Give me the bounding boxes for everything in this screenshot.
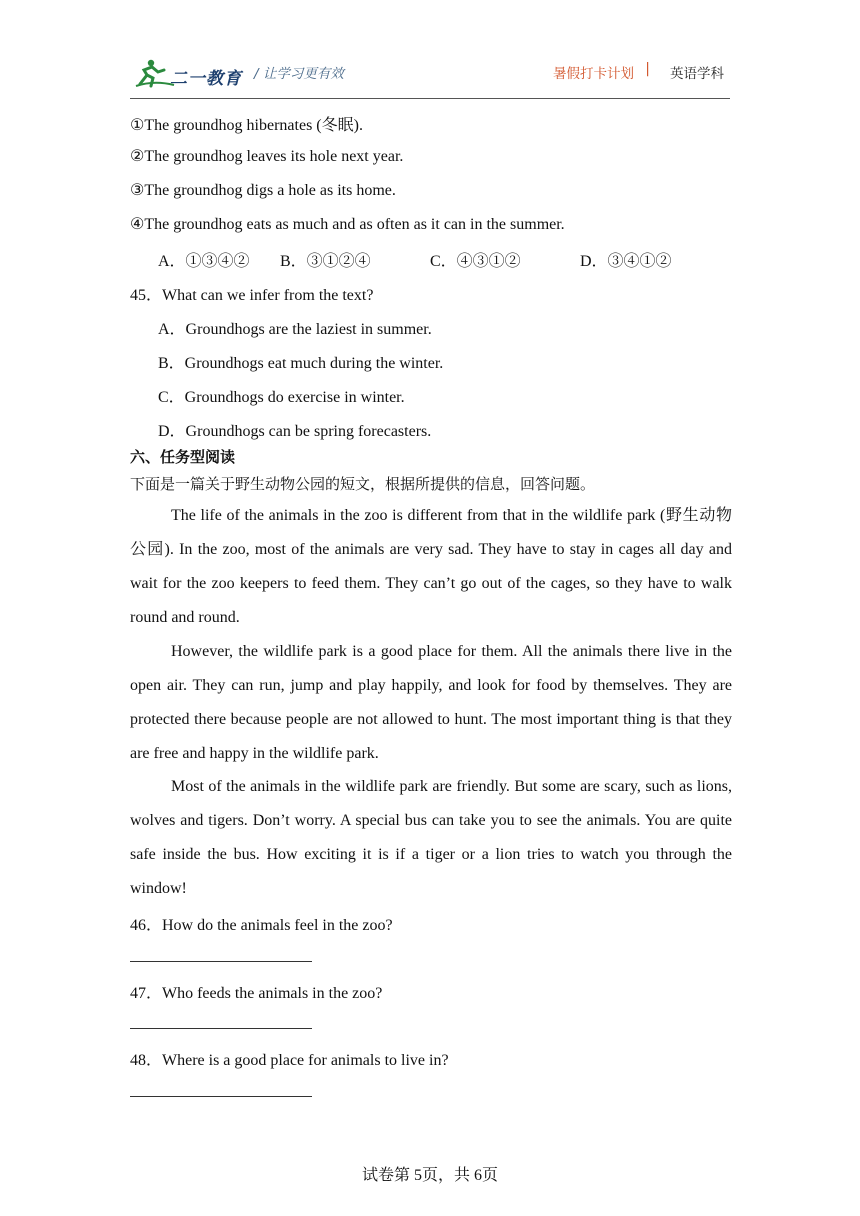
q45-option-d[interactable]: D．Groundhogs can be spring forecasters. — [158, 423, 432, 440]
q44-item-1: ①The groundhog hibernates (冬眠). — [130, 117, 363, 134]
answer-line-47[interactable] — [130, 1028, 312, 1029]
passage-paragraph-2: However, the wildlife park is a good place for them. All the animals there live in the open air. They can run, jump and play happily, and look for food by themselves. They are protected there because people are not allowed to hunt. The most important thing is that they are free and happy in the wildlife park. — [130, 643, 732, 762]
q45-option-b[interactable]: B．Groundhogs eat much during the winter. — [158, 355, 444, 372]
header-plan: 暑假打卡计划 — [553, 66, 634, 82]
q44-option-b[interactable]: B．③①②④ — [280, 253, 371, 270]
answer-line-48[interactable] — [130, 1096, 312, 1097]
q44-option-c[interactable]: C．④③①② — [430, 253, 521, 270]
q44-option-d[interactable]: D．③④①② — [580, 253, 672, 270]
section-title: 六、任务型阅读 — [130, 448, 236, 466]
q45-stem: 45．What can we infer from the text? — [130, 287, 374, 304]
page-header — [130, 52, 730, 99]
answer-line-46[interactable] — [130, 961, 312, 962]
q45-option-c[interactable]: C．Groundhogs do exercise in winter. — [158, 389, 405, 406]
header-slogan: / 让学习更有效 — [254, 66, 344, 82]
passage-paragraph-1: The life of the animals in the zoo is different from that in the wildlife park (野生动物公园). In the zoo, most of the animals are very sad. They have to stay in cages all day and wait for the zoo keepers to feed them. They can’t go out of the cages, so they have to walk round and round. — [130, 507, 732, 626]
question-46: 46．How do the animals feel in the zoo? — [130, 917, 393, 934]
passage-paragraph-3: Most of the animals in the wildlife park are friendly. But some are scary, such as lions, wolves and tigers. Don’t worry. A special bus can take you to see the animals. You are quite safe inside the bus. How exciting it is if a tiger or a lion tries to watch you through the window! — [130, 778, 732, 897]
q44-item-3: ③The groundhog digs a hole as its home. — [130, 182, 396, 199]
header-subject: 英语学科 — [670, 66, 724, 82]
question-47: 47．Who feeds the animals in the zoo? — [130, 985, 383, 1002]
q44-item-2: ②The groundhog leaves its hole next year. — [130, 148, 404, 165]
question-48: 48．Where is a good place for animals to live in? — [130, 1052, 449, 1069]
section-instruction: 下面是一篇关于野生动物公园的短文，根据所提供的信息，回答问题。 — [130, 475, 596, 493]
q44-item-4: ④The groundhog eats as much and as often as it can in the summer. — [130, 216, 565, 233]
logo-text: 二一教育 — [170, 69, 242, 89]
q45-option-a[interactable]: A．Groundhogs are the laziest in summer. — [158, 321, 432, 338]
page-footer: 试卷第 5页，共 6页 — [361, 1167, 498, 1184]
q44-option-a[interactable]: A．①③④② — [158, 253, 250, 270]
header-separator: | — [645, 61, 650, 77]
